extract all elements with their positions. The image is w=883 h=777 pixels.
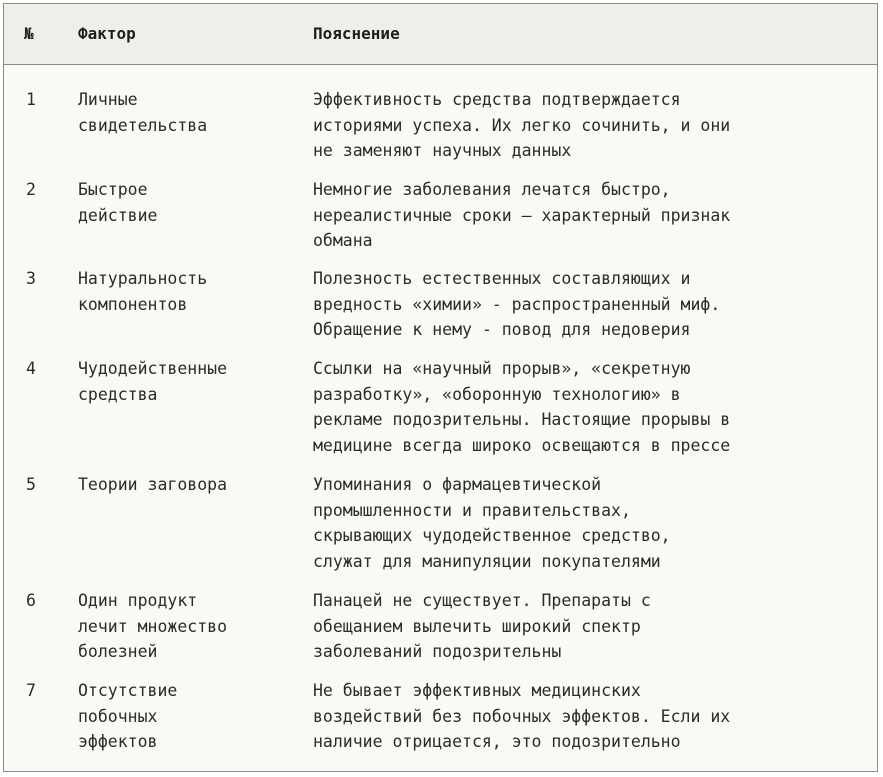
cell-text-line: Чудодейственные: [78, 359, 228, 378]
row-number: 2: [26, 180, 36, 199]
header-explanation: Пояснение: [313, 24, 400, 43]
row-factor: [78, 177, 303, 228]
cell-text-line: эффектов: [78, 732, 158, 752]
cell-text-line: вредность «химии» - распространенный миф.: [313, 294, 721, 314]
row-number: 6: [26, 591, 36, 610]
cell-text-line: разработку», «оборонную технологию» в: [313, 384, 681, 404]
cell-text-line: свидетельства: [78, 115, 208, 135]
row-number: 4: [26, 359, 36, 378]
row-factor: [78, 87, 303, 138]
cell-text-line: Панацей не существует. Препараты с: [313, 591, 651, 610]
cell-text-line: заболеваний подозрительны: [313, 642, 562, 662]
row-explanation: [313, 588, 868, 665]
cell-text-line: Отсутствие: [78, 681, 178, 700]
row-number: 1: [26, 90, 36, 109]
cell-text-line: Ссылки на «научный прорыв», «секретную: [313, 359, 691, 378]
row-factor: [78, 472, 303, 498]
factors-table: [3, 3, 878, 772]
row-number: 5: [26, 475, 36, 494]
row-factor: [78, 356, 303, 407]
cell-text-line: действие: [78, 205, 158, 225]
cell-text-line: средства: [78, 384, 158, 404]
cell-text-line: Не бывает эффективных медицинских: [313, 681, 641, 700]
cell-text-line: лечит множество: [78, 616, 228, 636]
cell-text-line: Личные: [78, 90, 138, 109]
header-num: №: [24, 24, 34, 43]
cell-text-line: обещанием вылечить широкий спектр: [313, 616, 641, 636]
cell-text-line: Упоминания о фармацевтической: [313, 475, 602, 494]
cell-text-line: болезней: [78, 642, 158, 662]
cell-text-line: Один продукт: [78, 591, 198, 610]
row-factor: [78, 678, 303, 755]
cell-text-line: нереалистичные сроки — характерный признак: [313, 205, 731, 225]
row-factor: [78, 266, 303, 317]
row-factor: [78, 588, 303, 665]
row-number: 7: [26, 681, 36, 700]
cell-text-line: воздействий без побочных эффектов. Если их: [313, 706, 731, 726]
cell-text-line: Полезность естественных составляющих и: [313, 269, 691, 288]
cell-text-line: побочных: [78, 706, 158, 726]
row-explanation: [313, 472, 868, 574]
row-explanation: [313, 266, 868, 343]
cell-text-line: промышленности и правительствах,: [313, 500, 631, 520]
cell-text-line: Эффективность средства подтверждается: [313, 90, 681, 109]
cell-text-line: Теории заговора: [78, 475, 228, 494]
row-explanation: [313, 678, 868, 755]
cell-text-line: не заменяют научных данных: [313, 141, 572, 161]
cell-text-line: Обращение к нему - повод для недоверия: [313, 320, 691, 340]
cell-text-line: служат для манипуляции покупателями: [313, 551, 661, 571]
cell-text-line: историями успеха. Их легко сочинить, и они: [313, 115, 731, 135]
cell-text-line: рекламе подозрительны. Настоящие прорывы в: [313, 410, 731, 430]
cell-text-line: Немногие заболевания лечатся быстро,: [313, 180, 671, 199]
cell-text-line: обмана: [313, 231, 373, 251]
row-explanation: [313, 87, 868, 164]
row-explanation: [313, 356, 868, 458]
row-explanation: [313, 177, 868, 254]
cell-text-line: компонентов: [78, 294, 188, 314]
cell-text-line: скрывающих чудодейственное средство,: [313, 526, 671, 546]
cell-text-line: Натуральность: [78, 269, 208, 288]
row-number: 3: [26, 269, 36, 288]
header-factor: Фактор: [78, 24, 136, 43]
table-header: [4, 4, 877, 65]
cell-text-line: медицине всегда широко освещаются в прессе: [313, 435, 731, 455]
cell-text-line: наличие отрицается, это подозрительно: [313, 732, 681, 752]
cell-text-line: Быстрое: [78, 180, 148, 199]
